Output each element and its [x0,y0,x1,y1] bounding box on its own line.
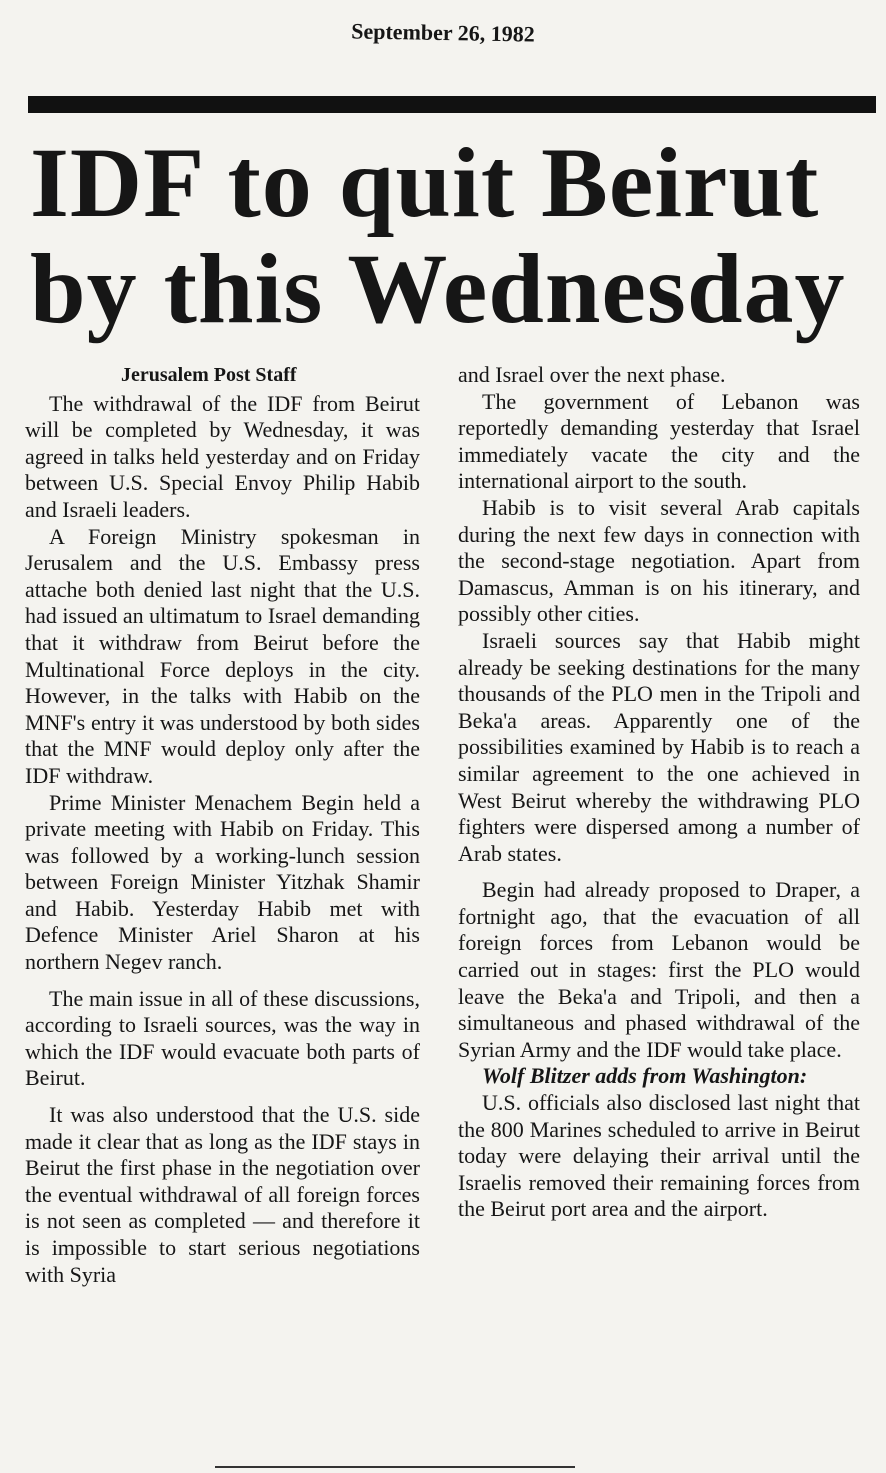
article-byline: Jerusalem Post Staff [121,364,297,386]
paragraph: The withdrawal of the IDF from Beirut will be completed by Wednesday, it was agreed in talks held yesterday and on Friday between U.S. Special Envoy Philip Habib and Israeli leaders. [25,390,420,522]
headline-rule [28,96,876,113]
paragraph: The main issue in all of these discussions, according to Israeli sources, was the way in which the IDF would evacuate both parts of Beirut. [25,985,420,1091]
paragraph: The government of Lebanon was reportedly demanding yesterday that Israel immediately vacate the city and the international airport to the south. [458,388,860,494]
article-dateline: September 26, 1982 [351,18,535,47]
paragraph: and Israel over the next phase. [458,362,726,387]
right-column [458,362,860,1223]
paragraph: It was also understood that the U.S. side made it clear that as long as the IDF stays in Beirut the first phase in the negotiation over the eventual withdrawal of all foreign forces is not seen as completed — and therefore it is impossible to start serious negotiations with Syria [25,1102,420,1287]
paragraph: A Foreign Ministry spokesman in Jerusalem and the U.S. Embassy press attache both denied last night that the U.S. had issued an ultimatum to Israel demanding that it withdraw from Beirut before the Multinational Force deploys in the city. However, in the talks with Habib on the MNF's entry it was understood by both sides that the MNF would deploy only after the IDF withdraw. [25,523,420,788]
washington-addition-line: Wolf Blitzer adds from Washington: [482,1063,808,1089]
paragraph: Prime Minister Menachem Begin held a private meeting with Habib on Friday. This was followed by a working-lunch session between Foreign Minister Yitzhak Shamir and Habib. Yesterday Habib met with Defence Minister Ariel Sharon at his northern Negev ranch. [25,789,420,975]
bottom-rule [215,1466,575,1468]
paragraph: Israeli sources say that Habib might already be seeking destinations for the many thousands of the PLO men in the Tripoli and Beka'a areas. Apparently one of the possibilities examined by Habib is to reach a similar agreement to the one achieved in West Beirut whereby the withdrawing PLO fighters were dispersed among a number of Arab states. [458,627,860,866]
paragraph: U.S. officials also disclosed last night that the 800 Marines scheduled to arrive in Beirut today were delaying their arrival until the Israelis removed their remaining forces from the Beirut port area and the airport. [458,1090,860,1222]
paragraph: Begin had already proposed to Draper, a fortnight ago, that the evacuation of all foreign forces from Lebanon would be carried out in stages: first the PLO would leave the Beka'a and Tripoli, and then a simultaneous and phased withdrawal of the Syrian Army and the IDF would take place. [458,877,860,1062]
left-column [25,362,420,1288]
article-headline: IDF to quit Beirut by this Wednesday [30,127,846,344]
paragraph: Habib is to visit several Arab capitals during the next few days in connection with the second-stage negotiation. Apart from Damascus, Amman is on his itinerary, and possibly other cities. [458,494,860,627]
